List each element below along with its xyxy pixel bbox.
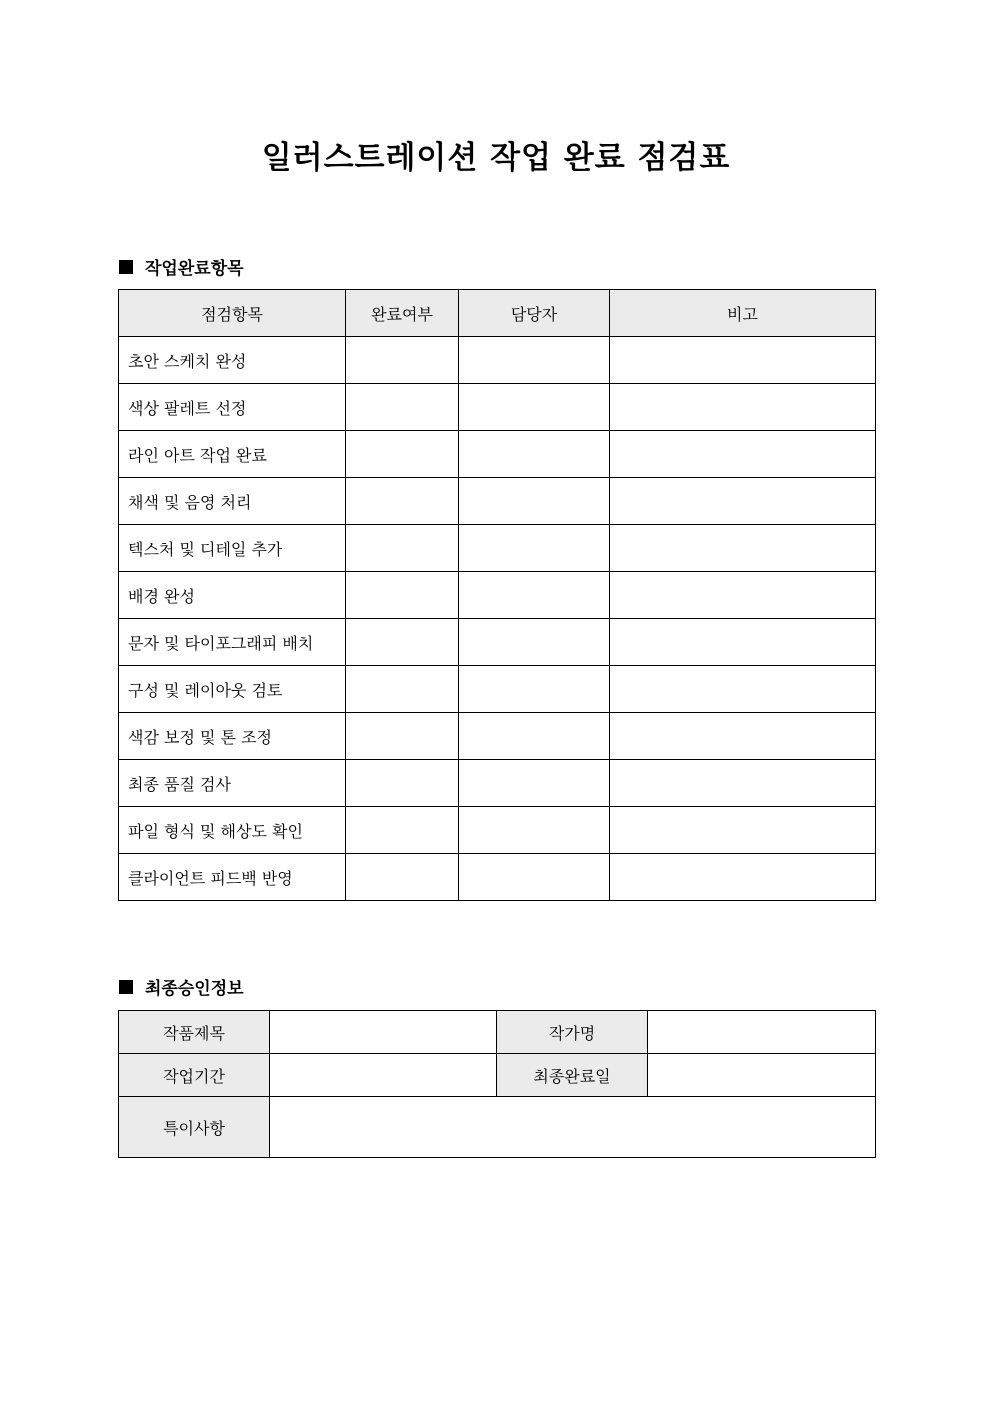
checklist-item-label: 채색 및 음영 처리	[119, 478, 346, 525]
assignee-cell[interactable]	[459, 713, 610, 760]
complete-cell[interactable]	[346, 384, 459, 431]
assignee-cell[interactable]	[459, 619, 610, 666]
square-bullet-icon	[119, 260, 133, 274]
artist-label: 작가명	[497, 1011, 648, 1054]
notes-label: 특이사항	[119, 1097, 270, 1158]
checklist-item-label: 텍스처 및 디테일 추가	[119, 525, 346, 572]
column-header-complete: 완료여부	[346, 290, 459, 337]
remarks-cell[interactable]	[610, 619, 876, 666]
checklist-item-label: 색상 팔레트 선정	[119, 384, 346, 431]
remarks-cell[interactable]	[610, 666, 876, 713]
assignee-cell[interactable]	[459, 760, 610, 807]
assignee-cell[interactable]	[459, 572, 610, 619]
assignee-cell[interactable]	[459, 431, 610, 478]
complete-cell[interactable]	[346, 572, 459, 619]
page-title: 일러스트레이션 작업 완료 점검표	[261, 140, 731, 176]
table-row	[119, 384, 876, 431]
complete-cell[interactable]	[346, 760, 459, 807]
column-header-item: 점검항목	[119, 290, 346, 337]
artist-field[interactable]	[648, 1011, 876, 1054]
remarks-cell[interactable]	[610, 337, 876, 384]
table-row	[119, 807, 876, 854]
checklist-item-label: 파일 형식 및 해상도 확인	[119, 807, 346, 854]
completion-date-field[interactable]	[648, 1054, 876, 1097]
checklist-item-label: 클라이언트 피드백 반영	[119, 854, 346, 901]
complete-cell[interactable]	[346, 619, 459, 666]
remarks-cell[interactable]	[610, 525, 876, 572]
complete-cell[interactable]	[346, 431, 459, 478]
complete-cell[interactable]	[346, 713, 459, 760]
approval-section-heading	[119, 974, 244, 999]
checklist-item-label: 문자 및 타이포그래피 배치	[119, 619, 346, 666]
checklist-section-heading	[119, 254, 244, 279]
table-row	[119, 666, 876, 713]
square-bullet-icon	[119, 980, 133, 994]
table-row	[119, 1011, 876, 1054]
checklist-item-label: 최종 품질 검사	[119, 760, 346, 807]
table-row	[119, 854, 876, 901]
column-header-remarks: 비고	[610, 290, 876, 337]
table-row	[119, 572, 876, 619]
complete-cell[interactable]	[346, 807, 459, 854]
assignee-cell[interactable]	[459, 478, 610, 525]
checklist-item-label: 초안 스케치 완성	[119, 337, 346, 384]
complete-cell[interactable]	[346, 337, 459, 384]
remarks-cell[interactable]	[610, 760, 876, 807]
complete-cell[interactable]	[346, 478, 459, 525]
table-row	[119, 337, 876, 384]
remarks-cell[interactable]	[610, 478, 876, 525]
remarks-cell[interactable]	[610, 384, 876, 431]
table-row	[119, 431, 876, 478]
table-row	[119, 525, 876, 572]
assignee-cell[interactable]	[459, 666, 610, 713]
complete-cell[interactable]	[346, 525, 459, 572]
checklist-header-row	[119, 290, 876, 337]
table-row	[119, 760, 876, 807]
table-row	[119, 713, 876, 760]
remarks-cell[interactable]	[610, 854, 876, 901]
work-title-label: 작품제목	[119, 1011, 270, 1054]
checklist-section-label: 작업완료항목	[145, 259, 244, 279]
period-label: 작업기간	[119, 1054, 270, 1097]
checklist-table	[118, 289, 876, 901]
remarks-cell[interactable]	[610, 572, 876, 619]
complete-cell[interactable]	[346, 854, 459, 901]
checklist-item-label: 배경 완성	[119, 572, 346, 619]
period-field[interactable]	[270, 1054, 497, 1097]
notes-field[interactable]	[270, 1097, 876, 1158]
assignee-cell[interactable]	[459, 525, 610, 572]
approval-section-label: 최종승인정보	[145, 979, 244, 999]
remarks-cell[interactable]	[610, 807, 876, 854]
checklist-item-label: 구성 및 레이아웃 검토	[119, 666, 346, 713]
table-row	[119, 619, 876, 666]
complete-cell[interactable]	[346, 666, 459, 713]
assignee-cell[interactable]	[459, 384, 610, 431]
remarks-cell[interactable]	[610, 713, 876, 760]
table-row	[119, 478, 876, 525]
column-header-assignee: 담당자	[459, 290, 610, 337]
work-title-field[interactable]	[270, 1011, 497, 1054]
completion-date-label: 최종완료일	[497, 1054, 648, 1097]
assignee-cell[interactable]	[459, 337, 610, 384]
table-row	[119, 1054, 876, 1097]
checklist-item-label: 색감 보정 및 톤 조정	[119, 713, 346, 760]
assignee-cell[interactable]	[459, 854, 610, 901]
approval-table	[118, 1010, 876, 1158]
remarks-cell[interactable]	[610, 431, 876, 478]
assignee-cell[interactable]	[459, 807, 610, 854]
checklist-item-label: 라인 아트 작업 완료	[119, 431, 346, 478]
table-row	[119, 1097, 876, 1158]
